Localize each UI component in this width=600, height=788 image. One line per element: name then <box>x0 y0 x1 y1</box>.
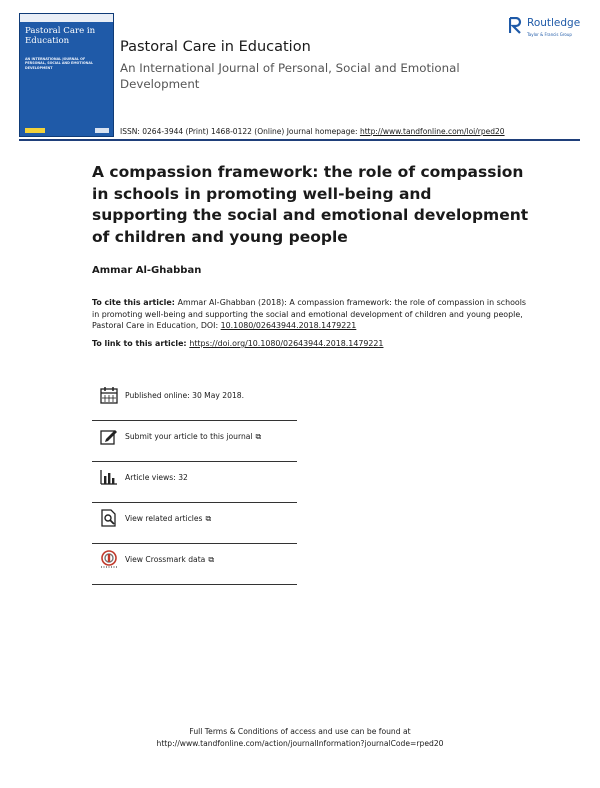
header-divider <box>19 139 580 141</box>
cite-text: Ammar Al-Ghabban (2018): A compassion framework: the role of compassion in schools in promoting well-being and supporting the social and emotional development of children and young people, Pastoral Care in Education, DOI: <box>92 298 527 331</box>
page-footer <box>0 726 600 750</box>
cover-title: Pastoral Care in Education <box>25 26 96 46</box>
external-link-icon: ⧉ <box>205 514 212 523</box>
publisher-name: Routledge <box>527 17 581 29</box>
cite-label: To cite this article: <box>92 298 178 307</box>
doi-link[interactable]: 10.1080/02643944.2018.1479221 <box>220 321 357 331</box>
bar-chart-icon <box>100 468 118 486</box>
info-row-published <box>92 380 297 421</box>
journal-title: Pastoral Care in Education <box>120 39 311 55</box>
cover-top-strip <box>20 14 113 22</box>
info-row-related[interactable] <box>92 503 297 544</box>
footer-terms-text: Full Terms & Conditions of access and use can be found at <box>189 727 411 736</box>
article-link-line <box>92 339 383 348</box>
routledge-r-icon <box>509 17 522 34</box>
calendar-icon <box>100 386 118 404</box>
journal-homepage-link[interactable]: http://www.tandfonline.com/loi/rped20 <box>359 127 505 136</box>
journal-subtitle: An International Journal of Personal, Social and Emotional Development <box>120 61 460 91</box>
external-link-icon: ⧉ <box>255 432 262 441</box>
article-title: A compassion framework: the role of compassion in schools in promoting well-being and supporting the social and emotional development of children and young people <box>92 163 529 246</box>
search-document-icon <box>100 509 118 527</box>
link-label: To link to this article: <box>92 339 190 348</box>
edit-icon <box>100 427 118 445</box>
crossmark-icon <box>100 550 118 568</box>
external-link-icon: ⧉ <box>208 555 215 564</box>
journal-cover-image <box>19 13 114 137</box>
published-date-text: Published online: 30 May 2018. <box>125 391 245 400</box>
info-row-views <box>92 462 297 503</box>
info-row-crossmark[interactable] <box>92 544 297 585</box>
issn-text: ISSN: 0264-3944 (Print) 1468-0122 (Online) Journal homepage: <box>120 127 360 136</box>
crossmark-link[interactable]: View Crossmark data ⧉ <box>125 555 215 564</box>
article-doi-url[interactable]: https://doi.org/10.1080/02643944.2018.1479221 <box>189 339 384 348</box>
publisher-tagline: Taylor & Francis Group <box>527 32 572 37</box>
cover-subtitle: AN INTERNATIONAL JOURNAL OF PERSONAL, SOCIAL AND EMOTIONAL DEVELOPMENT <box>25 57 94 70</box>
citation-block <box>92 297 532 332</box>
footer-terms-link[interactable]: http://www.tandfonline.com/action/journalInformation?journalCode=rped20 <box>156 739 444 748</box>
issn-line <box>120 127 590 136</box>
info-row-submit[interactable] <box>92 421 297 462</box>
submit-article-link[interactable]: Submit your article to this journal ⧉ <box>125 432 262 441</box>
article-author: Ammar Al-Ghabban <box>92 265 202 276</box>
article-views-text: Article views: 32 <box>125 473 188 482</box>
related-articles-link[interactable]: View related articles ⧉ <box>125 514 212 523</box>
article-info-list <box>92 380 297 585</box>
cover-footer <box>23 127 113 135</box>
